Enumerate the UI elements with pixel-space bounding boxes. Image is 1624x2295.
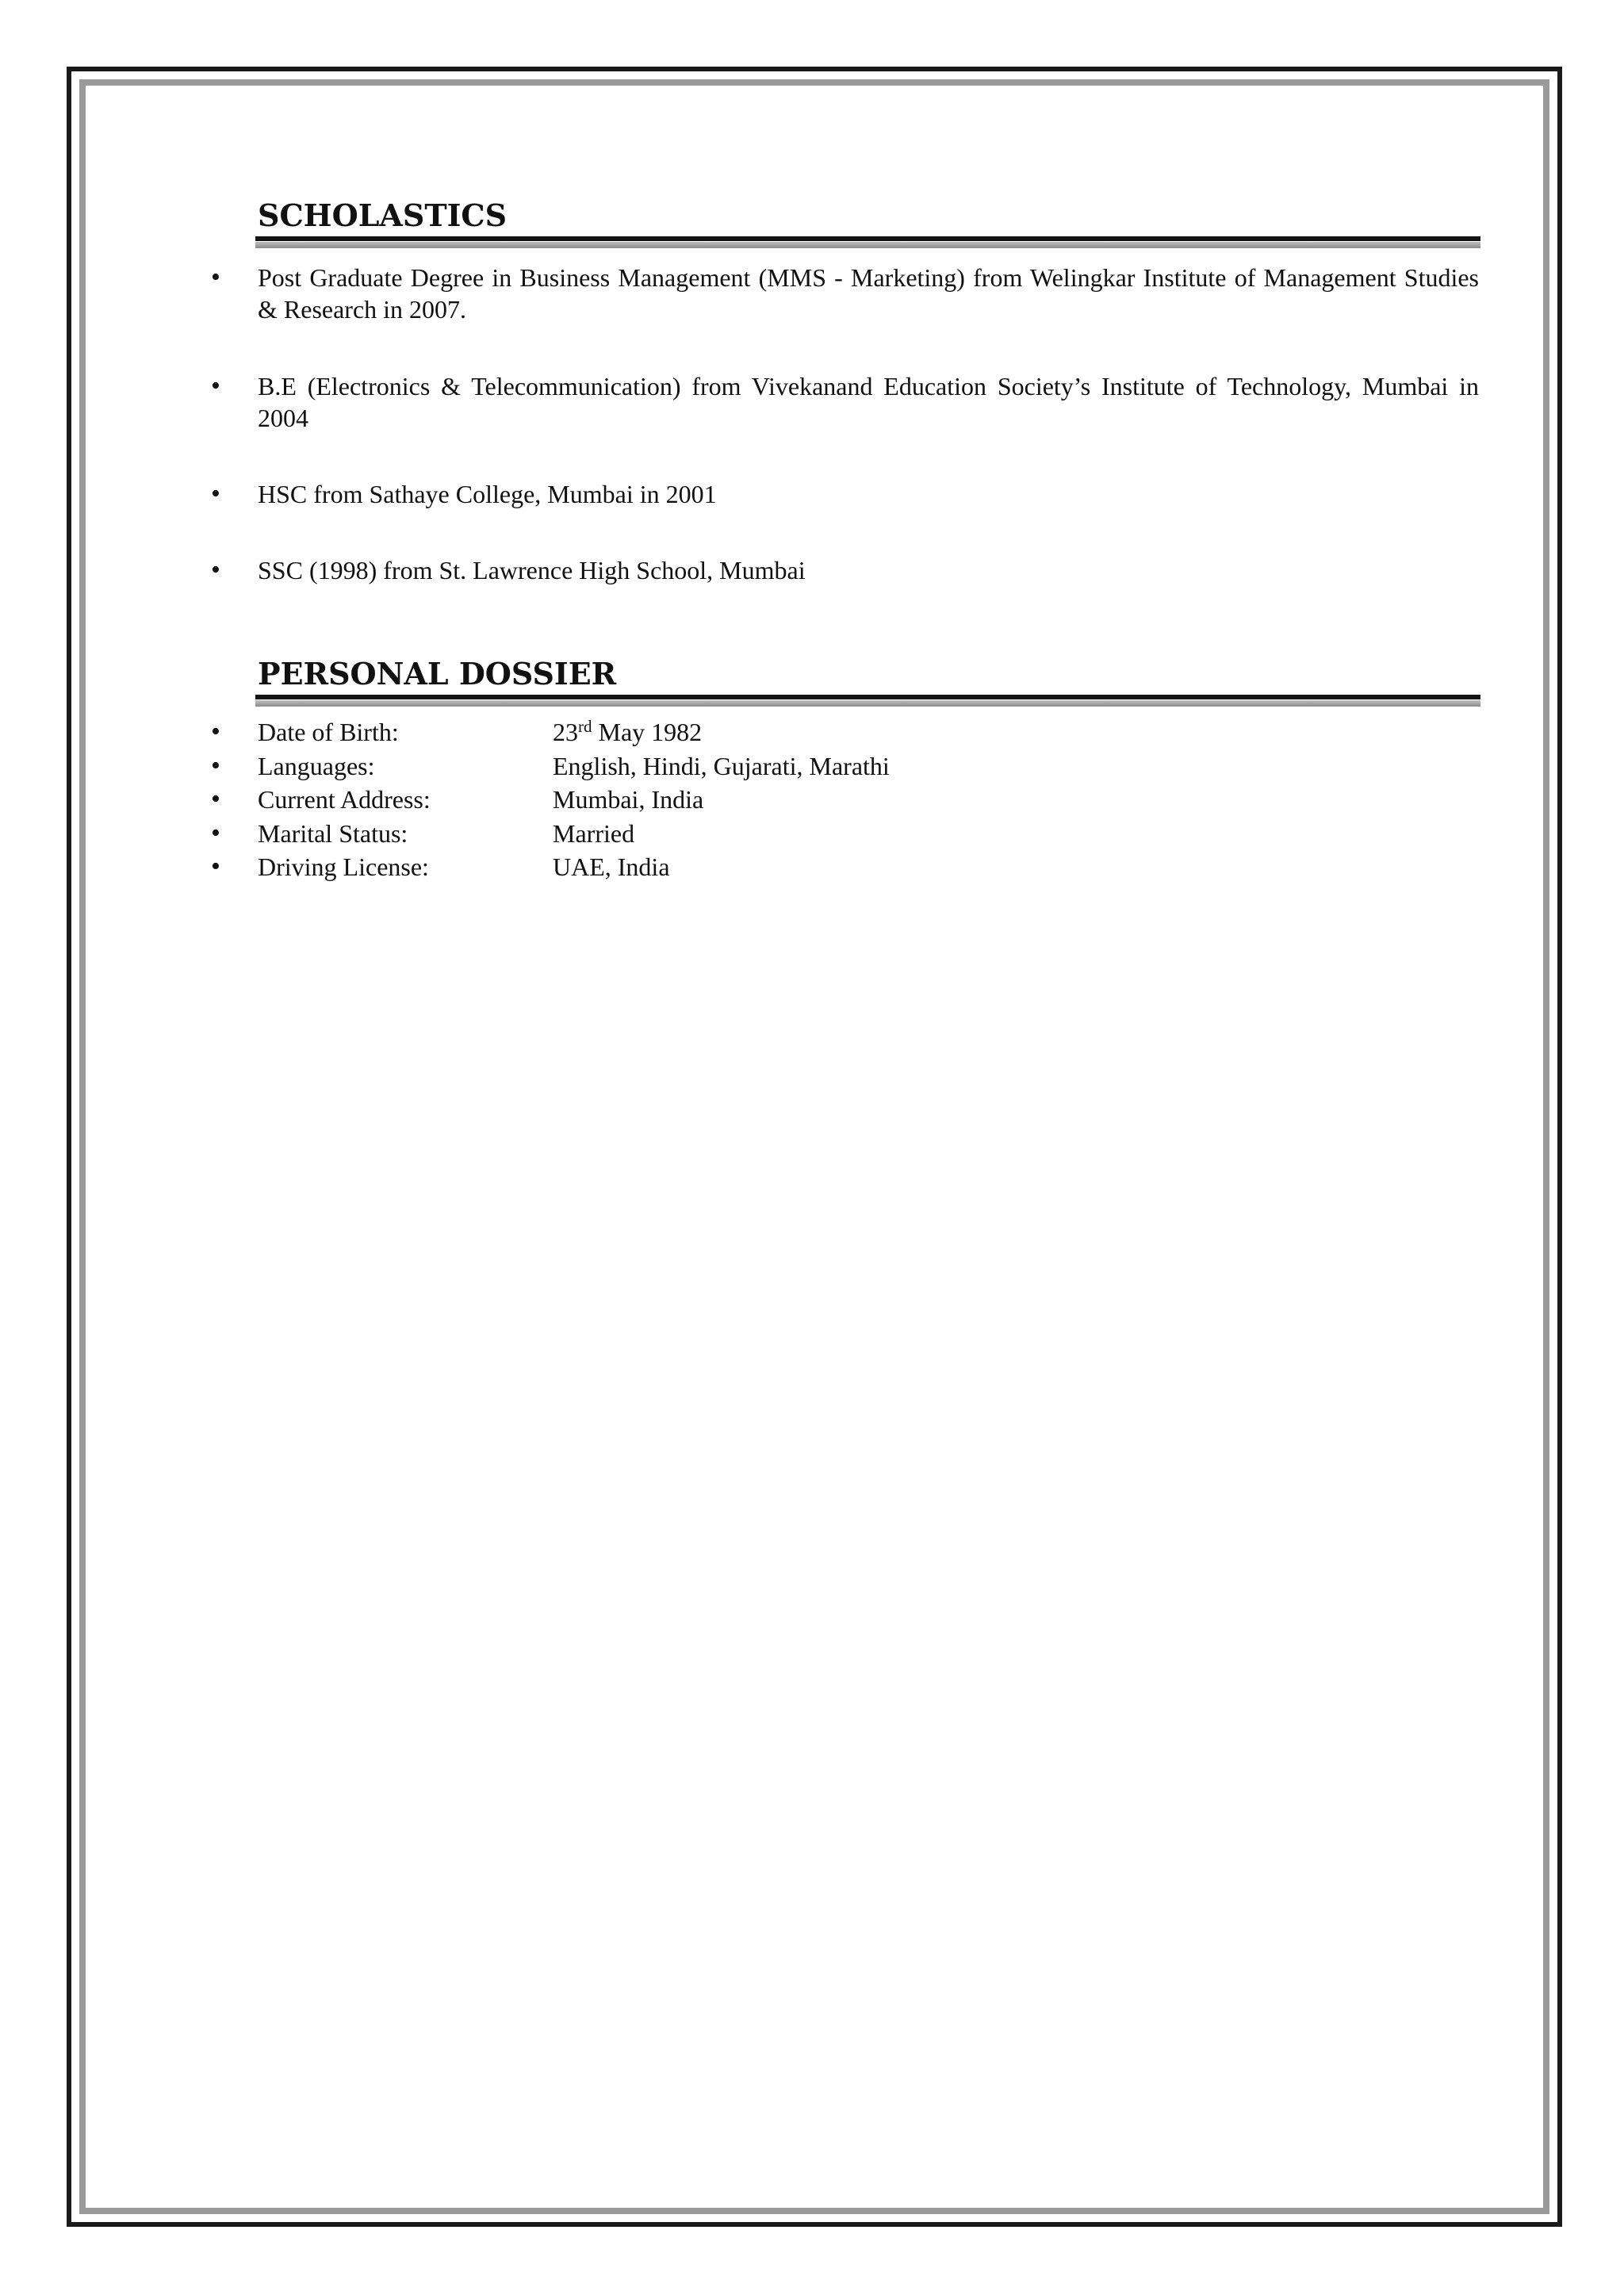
- marital-status-label: Marital Status:: [258, 819, 408, 848]
- personal-dossier-heading-rule: [255, 695, 1480, 707]
- marital-status-value: Married: [553, 819, 635, 848]
- current-address-label: Current Address:: [258, 785, 431, 814]
- bullet-icon: •: [211, 555, 220, 584]
- bullet-icon: •: [211, 751, 220, 780]
- scholastics-item-mms: Post Graduate Degree in Business Management (MMS - Marketing) from Welingkar Institute of Management Studies & Research in 2007.: [258, 263, 1479, 324]
- bullet-icon: •: [211, 784, 220, 814]
- bullet-icon: •: [211, 479, 220, 508]
- driving-license-value: UAE, India: [553, 852, 670, 881]
- scholastics-item-be: B.E (Electronics & Telecommunication) from Vivekanand Education Society’s Institute of Technology, Mumbai in 2004: [258, 372, 1479, 432]
- bullet-icon: •: [211, 852, 220, 881]
- scholastics-heading-rule: [255, 236, 1480, 249]
- dob-value: 23rd May 1982: [553, 717, 703, 746]
- scholastics-heading: SCHOLASTICS: [258, 197, 508, 233]
- current-address-value: Mumbai, India: [553, 785, 704, 814]
- scholastics-item-ssc: SSC (1998) from St. Lawrence High School, Mumbai: [258, 556, 806, 584]
- bullet-icon: •: [211, 717, 220, 746]
- scholastics-item-hsc: HSC from Sathaye College, Mumbai in 2001: [258, 480, 717, 508]
- driving-license-label: Driving License:: [258, 852, 429, 881]
- bullet-icon: •: [211, 818, 220, 848]
- dob-label: Date of Birth:: [258, 718, 399, 746]
- bullet-icon: •: [211, 371, 220, 400]
- languages-label: Languages:: [258, 752, 375, 780]
- languages-value: English, Hindi, Gujarati, Marathi: [553, 752, 890, 780]
- bullet-icon: •: [211, 262, 220, 292]
- personal-dossier-heading: PERSONAL DOSSIER: [258, 656, 617, 692]
